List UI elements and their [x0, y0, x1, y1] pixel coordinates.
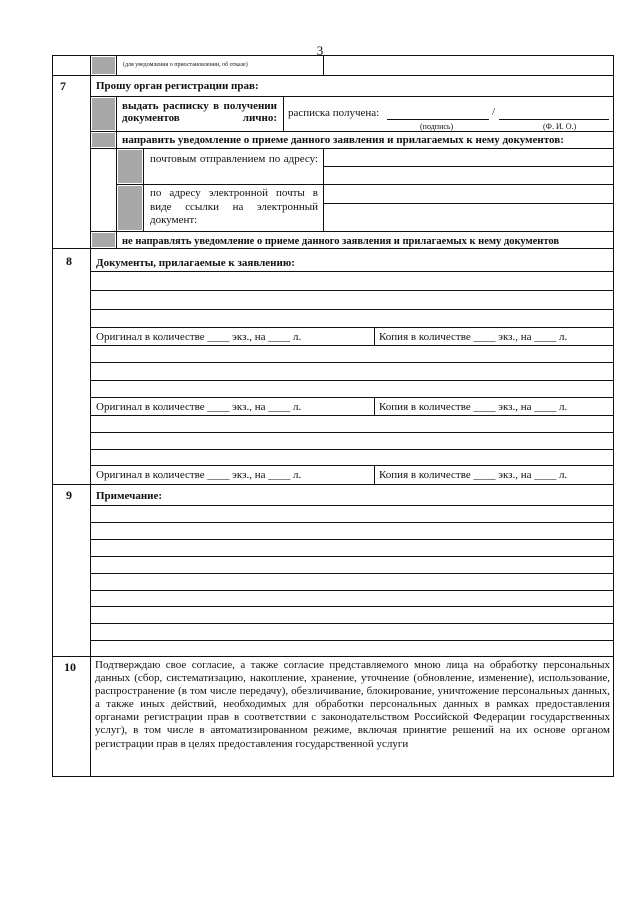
checkbox-no-notify[interactable] — [92, 233, 115, 247]
sub-option-divider — [323, 148, 324, 231]
section7-number: 7 — [60, 79, 66, 93]
blank-line — [90, 590, 614, 591]
blank-line — [90, 606, 614, 607]
blank-line — [90, 449, 614, 450]
receipt-divider — [283, 96, 284, 131]
option-no-notify-label: не направлять уведомление о приеме данного заявления и прилагаемых к нему документов — [122, 236, 559, 247]
row-divider — [52, 75, 614, 76]
field-line — [323, 203, 614, 204]
checkbox[interactable] — [92, 57, 115, 74]
receipt-received-label: расписка получена: — [288, 107, 380, 119]
row-divider — [90, 96, 614, 97]
blank-line — [90, 415, 614, 416]
sub-checkbox-divider — [143, 148, 144, 231]
original-count-1: Оригинал в количестве ____ экз., на ____ л. — [96, 331, 302, 343]
section8-title: Документы, прилагаемые к заявлению: — [96, 257, 295, 269]
copy-divider-2 — [374, 397, 375, 415]
checkbox-mail[interactable] — [118, 150, 142, 183]
original-count-3: Оригинал в количестве ____ экз., на ____ л. — [96, 469, 302, 481]
copy-count-2: Копия в количестве ____ экз., на ____ л. — [379, 401, 568, 413]
copy-count-3: Копия в количестве ____ экз., на ____ л. — [379, 469, 568, 481]
blank-line — [90, 362, 614, 363]
checkbox-email[interactable] — [118, 186, 142, 230]
checkbox-notify[interactable] — [92, 133, 115, 147]
section9-title: Примечание: — [96, 490, 163, 502]
blank-line — [90, 556, 614, 557]
copy-divider-3 — [374, 465, 375, 484]
section10-number: 10 — [64, 660, 76, 674]
fio-field[interactable] — [499, 119, 609, 120]
sub-option-email: по адресу электронной почты в виде ссылки на электронный документ: — [150, 187, 318, 226]
section-divider — [52, 484, 614, 485]
original-count-2: Оригинал в количестве ____ экз., на ____ л. — [96, 401, 302, 413]
sub-option-mail: почтовым отправлением по адресу: — [150, 153, 318, 165]
slash-separator: / — [492, 106, 496, 118]
number-column-divider — [90, 55, 91, 777]
consent-text: Подтверждаю свое согласие, а также согласие представляемого мною лица на обработку персональных данных (сбор, систематизацию, накопление, хранение, уточнение (обновление, изменение), использование, распространение (в том числе передачу), обезличивание, блокирование, уничтожение персональных данных, а также иных действий, необходимых для обработки персональных данных в рамках предоставления органами регистрации прав в соответствии с законодательством Российской Федерации государственных услуг), в том числе в автоматизированном режиме, включая принятие решений на их основе органом регистрации прав в целях предоставления государственной услуги — [95, 659, 610, 750]
blank-line — [90, 432, 614, 433]
blank-line — [90, 522, 614, 523]
checkbox-column-divider — [116, 96, 117, 248]
blank-line — [90, 640, 614, 641]
section7-title: Прошу орган регистрации прав: — [96, 80, 259, 92]
row-divider — [90, 131, 614, 132]
blank-line — [90, 309, 614, 310]
row-divider — [90, 231, 614, 232]
blank-line — [90, 573, 614, 574]
blank-line — [90, 397, 614, 398]
page-number: 3 — [316, 43, 324, 58]
section8-number: 8 — [66, 254, 72, 268]
checkbox-column-divider — [116, 55, 117, 75]
section-divider — [52, 656, 614, 657]
option-receipt-label: выдать расписку в получении документов лично: — [122, 100, 277, 124]
blank-line — [90, 539, 614, 540]
section-divider — [52, 248, 614, 249]
top-row-note: (для уведомления о приостановлении, об отказе) — [123, 62, 248, 68]
row-divider — [90, 148, 614, 149]
blank-line — [90, 380, 614, 381]
blank-line — [90, 505, 614, 506]
signature-field[interactable] — [387, 119, 489, 120]
row-divider — [116, 184, 614, 185]
copy-divider-1 — [374, 327, 375, 345]
section9-number: 9 — [66, 488, 72, 502]
blank-line — [90, 465, 614, 466]
checkbox-receipt[interactable] — [92, 98, 115, 130]
blank-line — [90, 345, 614, 346]
option-notify-label: направить уведомление о приеме данного заявления и прилагаемых к нему документов: — [122, 134, 564, 146]
top-row-divider — [323, 55, 324, 75]
copy-count-1: Копия в количестве ____ экз., на ____ л. — [379, 331, 568, 343]
blank-line — [90, 290, 614, 291]
signature-caption: (подпись) — [420, 122, 454, 131]
blank-line — [90, 623, 614, 624]
row-divider — [90, 271, 614, 272]
blank-line — [90, 327, 614, 328]
fio-caption: (Ф. И. О.) — [543, 122, 577, 131]
field-line — [323, 166, 614, 167]
